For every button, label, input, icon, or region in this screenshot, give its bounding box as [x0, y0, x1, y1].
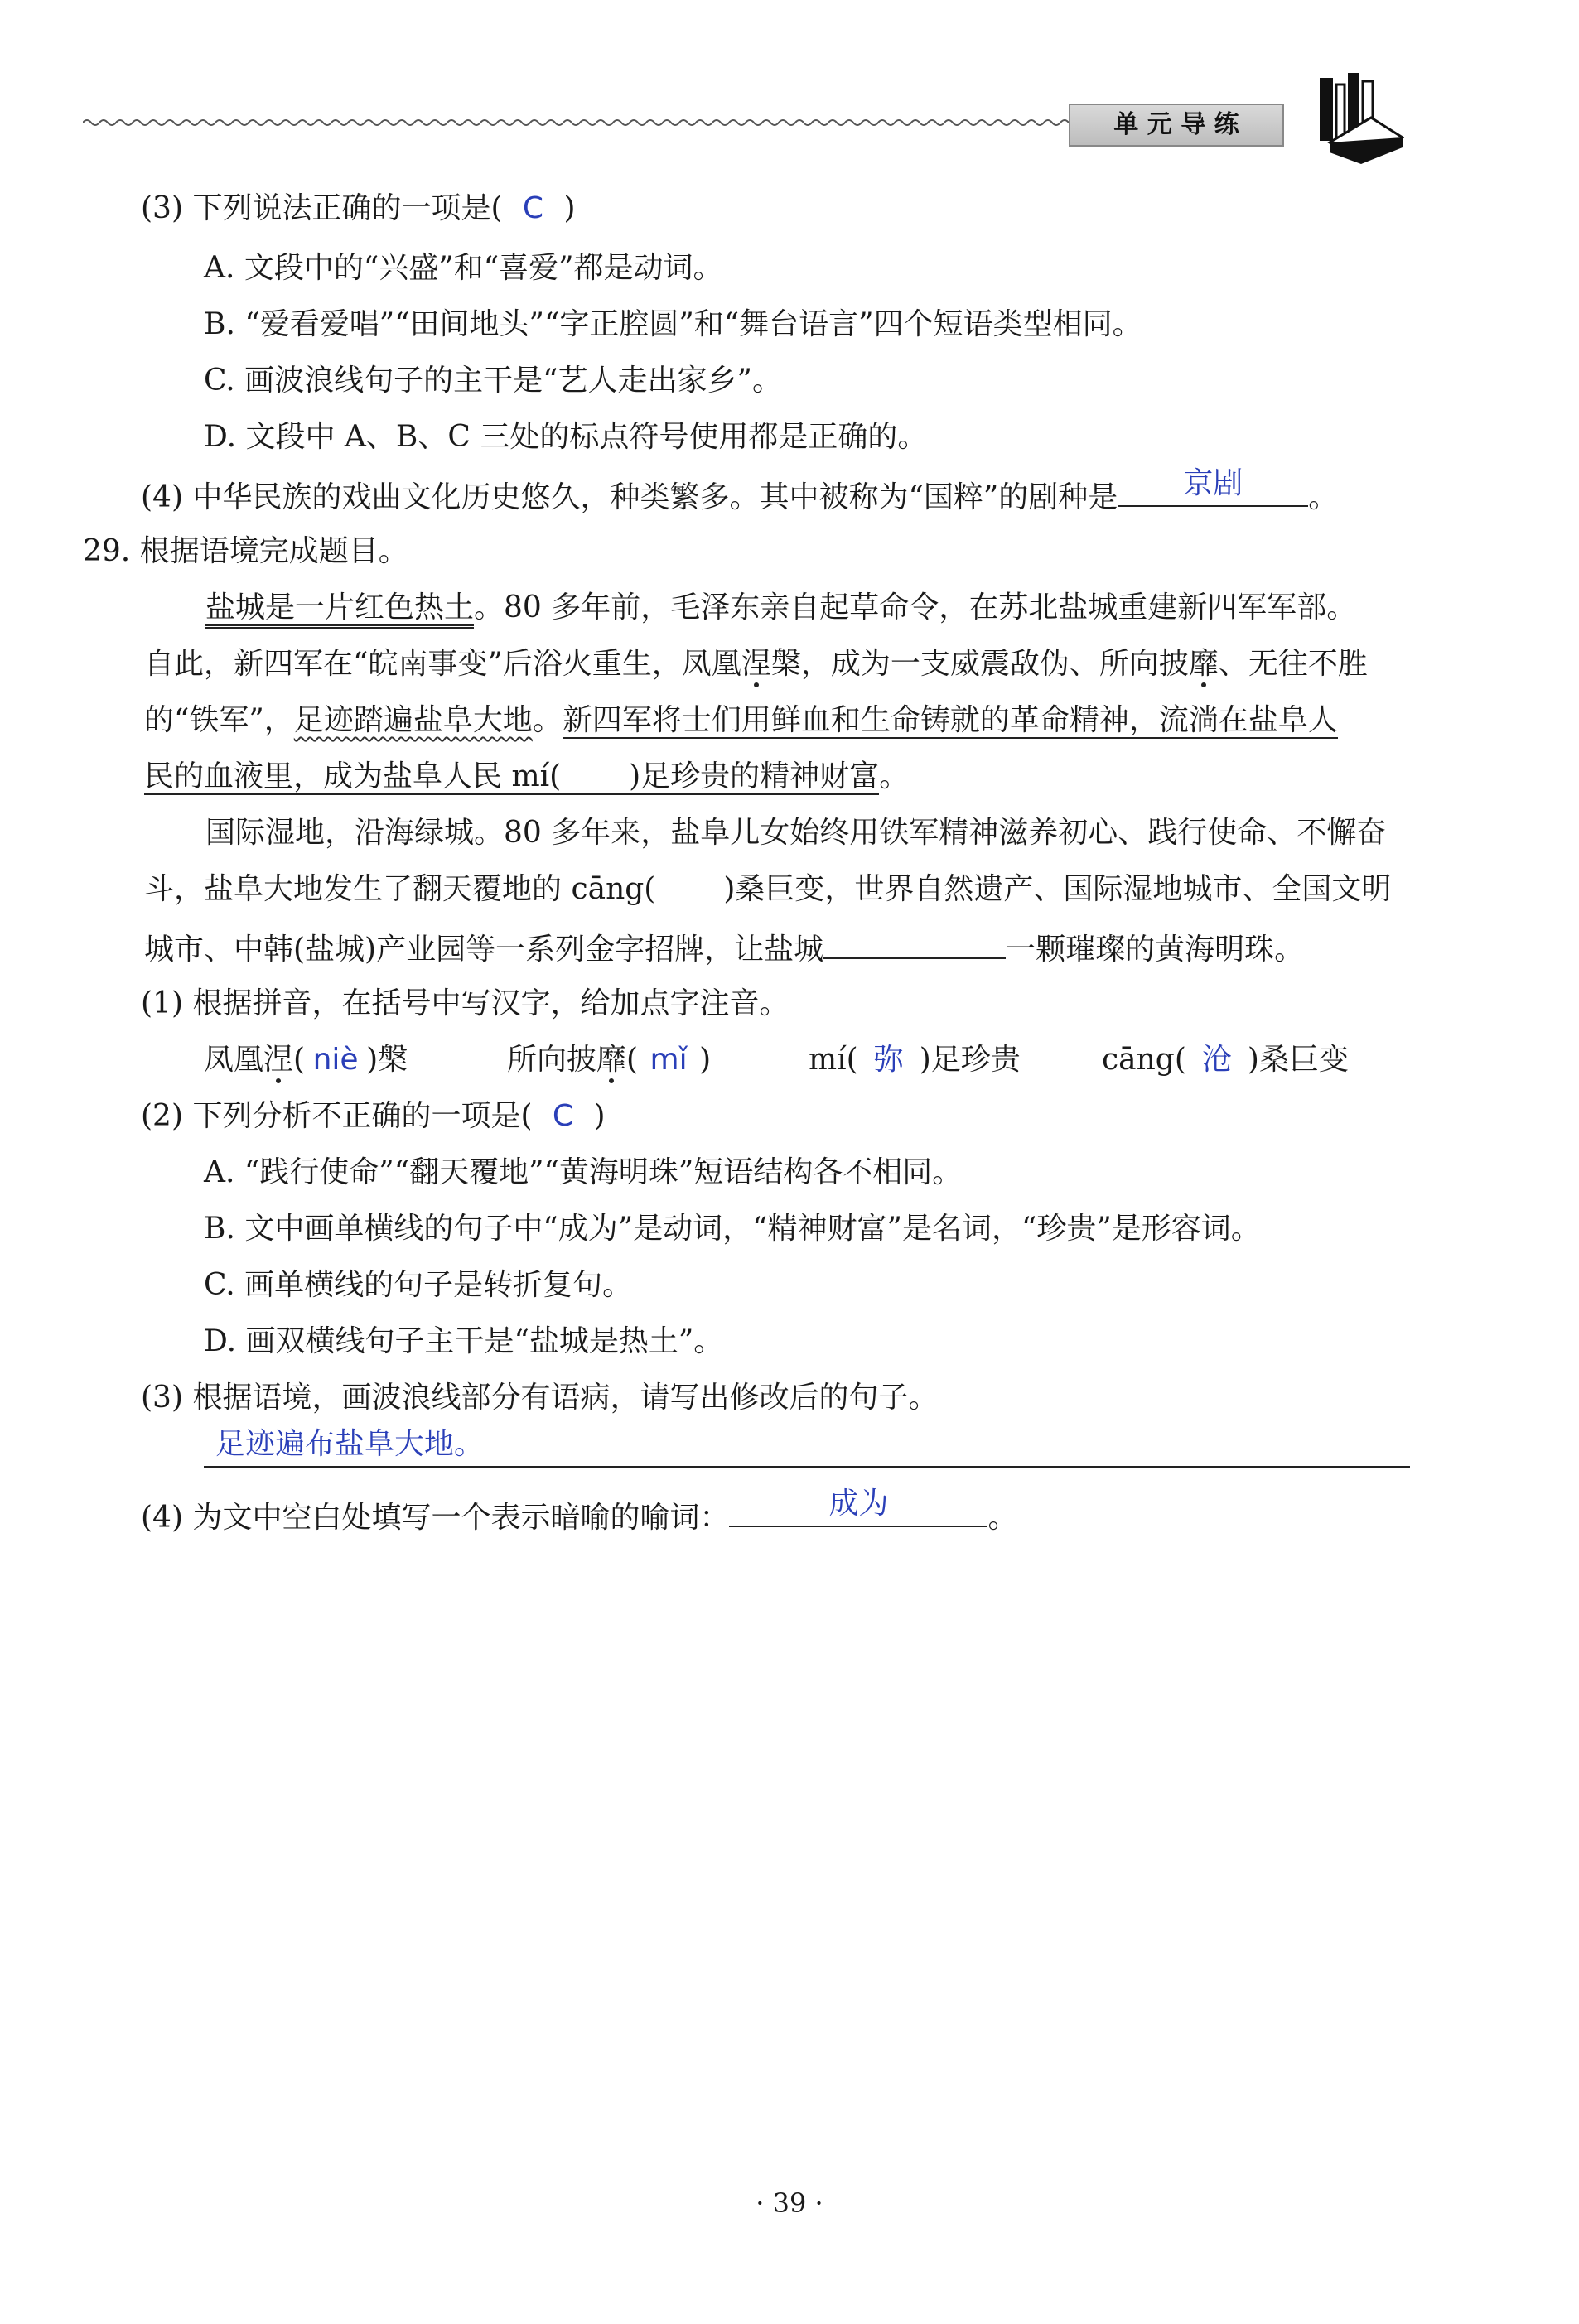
q29-1-stem: (1) 根据拼音，在括号中写汉字，给加点字注音。 — [141, 986, 790, 1020]
item-text: ( — [293, 1043, 306, 1077]
passage-text: 、无往不胜 — [1218, 647, 1368, 681]
q29-2-option-c: C. 画单横线的句子是转折复句。 — [204, 1268, 633, 1302]
q29-title: 29. 根据语境完成题目。 — [83, 534, 408, 568]
q29-2-stem-line — [141, 1098, 606, 1135]
passage-text: )桑巨变，世界自然遗产、国际湿地城市、全国文明 — [723, 872, 1392, 906]
q28-4-line — [141, 466, 1339, 516]
double-underline-sentence: 盐城是一片红色热土 — [205, 591, 474, 629]
passage-text: 。80 多年前，毛泽东亲自起草命令，在苏北盐城重建新四军军部。 — [474, 591, 1357, 624]
q29-1-item-2 — [507, 1042, 711, 1078]
passage-text: 的“铁军”， — [144, 703, 294, 737]
dotted-char-mi: 靡 — [1188, 647, 1219, 681]
dotted-char: 涅 — [263, 1043, 294, 1077]
q29-2-answer[interactable]: C — [552, 1099, 574, 1133]
q29-3-answer-line — [204, 1466, 1410, 1468]
q29-1-answer-3[interactable]: 弥 — [873, 1043, 904, 1077]
books-icon — [1313, 66, 1404, 166]
q29-4-end: 。 — [987, 1501, 1018, 1535]
passage-p1-line2 — [144, 646, 1368, 682]
passage-text: 斗，盐阜大地发生了翻天覆地的 cāng( — [144, 872, 656, 906]
header-wavy-rule — [83, 114, 1069, 131]
item-text: 所向披 — [507, 1043, 597, 1077]
q29-1-item-3 — [809, 1042, 1021, 1078]
q29-4-stem: (4) 为文中空白处填写一个表示暗喻的喻词： — [141, 1501, 730, 1535]
passage-text: 槃，成为一支威震敌伪、所向披 — [770, 647, 1189, 681]
passage-p2-line1: 国际湿地，沿海绿城。80 多年来，盐阜儿女始终用铁军精神滋养初心、践行使命、不懈奋 — [205, 816, 1387, 850]
wavy-underline-phrase: 足迹踏遍盐阜大地 — [293, 703, 533, 737]
q28-3-option-d: D. 文段中 A、B、C 三处的标点符号使用都是正确的。 — [204, 420, 928, 454]
q29-2-stem: (2) 下列分析不正确的一项是( — [141, 1099, 533, 1133]
q29-4-blank[interactable] — [729, 1487, 987, 1527]
q29-2-stem-end: ) — [593, 1099, 606, 1133]
passage-blank-metaphor[interactable] — [823, 928, 1006, 959]
section-badge — [1069, 104, 1284, 147]
passage-p2-line3 — [144, 928, 1304, 968]
item-text: )槃 — [366, 1043, 408, 1077]
item-text: )桑巨变 — [1247, 1043, 1349, 1077]
q28-4-stem: (4) 中华民族的戏曲文化历史悠久，种类繁多。其中被称为“国粹”的剧种是 — [141, 480, 1118, 514]
passage-p1-line3 — [144, 702, 1338, 739]
q28-3-option-c: C. 画波浪线句子的主干是“艺人走出家乡”。 — [204, 364, 782, 398]
q29-2-option-d: D. 画双横线句子主干是“盐城是热土”。 — [204, 1324, 724, 1358]
page-number: · 39 · — [756, 2187, 823, 2219]
q28-4-end: 。 — [1308, 480, 1339, 514]
q28-3-option-b: B. “爱看爱唱”“田间地头”“字正腔圆”和“舞台语言”四个短语类型相同。 — [204, 307, 1142, 341]
passage-text: )足珍贵的精神财富 — [629, 759, 880, 793]
q29-1-answer-4[interactable]: 沧 — [1201, 1043, 1232, 1077]
item-text: cāng( — [1102, 1043, 1186, 1077]
item-text: ) — [699, 1043, 712, 1077]
item-text: )足珍贵 — [919, 1043, 1021, 1077]
q29-1-item-4 — [1102, 1042, 1349, 1078]
passage-text: 。 — [879, 759, 910, 793]
passage-text: 一颗璀璨的黄海明珠。 — [1006, 933, 1305, 967]
passage-text: 民的血液里，成为盐阜人民 mí( — [144, 759, 562, 793]
item-text: 凤凰 — [204, 1043, 264, 1077]
q29-1-answer-1[interactable]: niè — [312, 1043, 359, 1077]
item-text: mí( — [809, 1043, 858, 1077]
passage-text: 城市、中韩(盐城)产业园等一系列金字招牌，让盐城 — [144, 933, 824, 967]
q28-3-stem: (3) 下列说法正确的一项是( — [141, 191, 503, 225]
item-text: ( — [626, 1043, 639, 1077]
q29-2-option-a: A. “践行使命”“翻天覆地”“黄海明珠”短语结构各不相同。 — [204, 1155, 963, 1189]
dotted-char: 靡 — [596, 1043, 627, 1077]
q28-3-stem-line — [141, 190, 576, 227]
passage-text: 自此，新四军在“皖南事变”后浴火重生，凤凰 — [144, 647, 741, 681]
q29-4-answer: 成为 — [828, 1487, 889, 1521]
passage-p1-line1 — [205, 590, 1356, 626]
q28-4-blank[interactable] — [1118, 466, 1308, 507]
passage-p2-line2 — [144, 871, 1391, 908]
q28-3-option-a: A. 文段中的“兴盛”和“喜爱”都是动词。 — [204, 251, 723, 285]
dotted-char-nie: 涅 — [741, 647, 771, 681]
q29-1-item-1 — [204, 1042, 408, 1078]
q28-3-stem-end: ) — [563, 191, 576, 225]
q28-3-answer[interactable]: C — [522, 191, 544, 225]
q29-3-stem: (3) 根据语境，画波浪线部分有语病，请写出修改后的句子。 — [141, 1381, 939, 1415]
passage-text: 。 — [532, 703, 563, 737]
passage-p1-line4 — [144, 759, 909, 795]
q29-2-option-b: B. 文中画单横线的句子中“成为”是动词，“精神财富”是名词，“珍贵”是形容词。 — [204, 1212, 1261, 1246]
single-underline-sentence-cont — [144, 759, 879, 795]
q29-4-line — [141, 1487, 1018, 1536]
q29-3-answer[interactable]: 足迹遍布盐阜大地。 — [215, 1427, 485, 1461]
single-underline-sentence: 新四军将士们用鲜血和生命铸就的革命精神，流淌在盐阜人 — [562, 703, 1338, 737]
q29-1-answer-2[interactable]: mǐ — [649, 1043, 688, 1077]
section-title: 单 元 导 练 — [1113, 110, 1239, 139]
q28-4-answer: 京剧 — [1183, 466, 1243, 500]
